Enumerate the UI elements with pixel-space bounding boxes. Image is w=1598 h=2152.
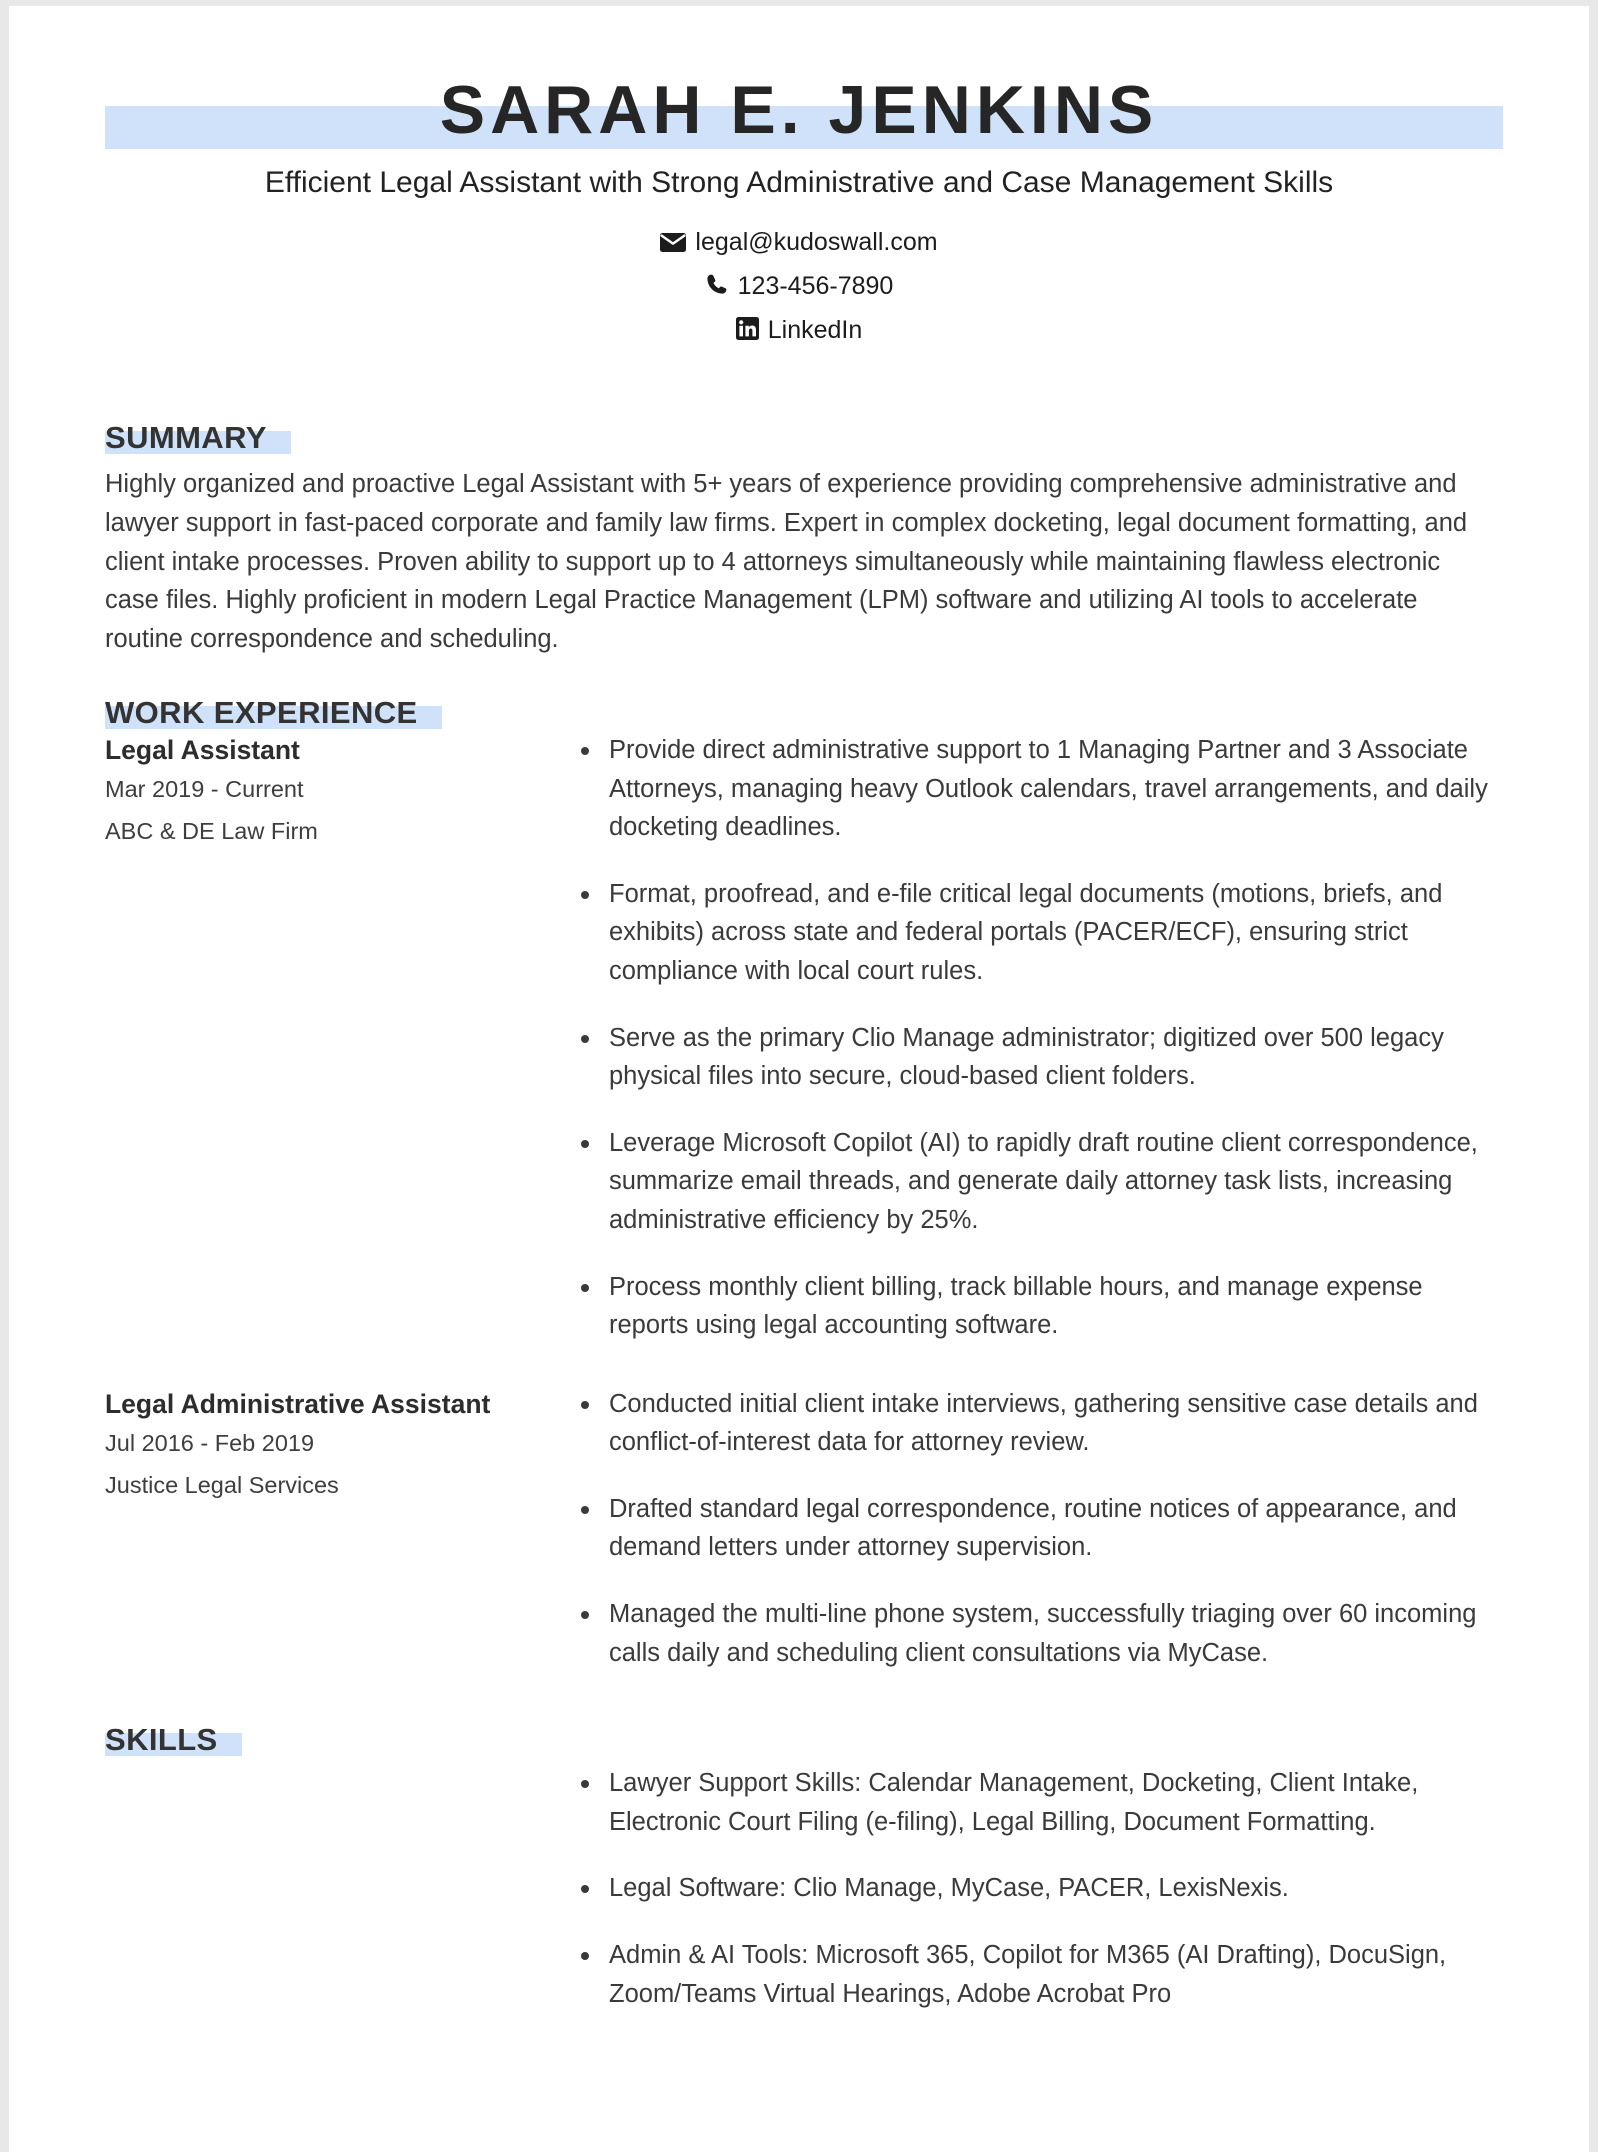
summary-heading-block <box>105 418 269 458</box>
contact-linkedin-text: LinkedIn <box>767 316 863 344</box>
resume-header <box>9 6 1589 352</box>
envelope-icon <box>660 233 686 252</box>
skills-bullet-list <box>575 1764 1493 2013</box>
skills-entry <box>105 1764 1493 2013</box>
job-dates: Jul 2016 - Feb 2019 <box>105 1429 315 1456</box>
candidate-tagline: Efficient Legal Assistant with Strong Administrative and Case Management Skills <box>264 166 1334 199</box>
phone-icon <box>705 272 729 296</box>
linkedin-icon <box>736 317 759 340</box>
summary-text: Highly organized and proactive Legal Assistant with 5+ years of experience providing comprehensive administrative and lawyer support in fast-paced corporate and family law firms. Expert in complex docketing, legal document formatting, and client intake processes. Proven ability to support up to 4 attorneys simultaneously while maintaining flawless electronic case files. Highly proficient in modern Legal Practice Management (LPM) software and utilizing AI tools to accelerate routine correspondence and scheduling. <box>105 470 1468 654</box>
job-bullet-list <box>575 731 1493 1345</box>
skills-heading: SKILLS <box>105 1722 218 1758</box>
job-bullet: Drafted standard legal correspondence, routine notices of appearance, and demand letters under attorney supervision. <box>575 1490 1493 1567</box>
job-bullet: Conducted initial client intake interviews, gathering sensitive case details and conflict-of-interest data for attorney review. <box>575 1385 1493 1462</box>
work-heading-block <box>105 693 420 733</box>
candidate-name: SARAH E. JENKINS <box>439 72 1159 148</box>
job-bullet: Managed the multi-line phone system, successfully triaging over 60 incoming calls daily and scheduling client consultations via MyCase. <box>575 1595 1493 1672</box>
work-experience-heading: WORK EXPERIENCE <box>105 694 418 730</box>
job-company: ABC & DE Law Firm <box>105 817 318 844</box>
resume-page <box>9 6 1589 2152</box>
job-bullet: Process monthly client billing, track billable hours, and manage expense reports using legal accounting software. <box>575 1268 1493 1345</box>
experience-meta <box>105 731 575 849</box>
job-bullet: Provide direct administrative support to 1 Managing Partner and 3 Associate Attorneys, managing heavy Outlook calendars, travel arrangements, and daily docketing deadlines. <box>575 731 1493 847</box>
section-work-experience <box>9 693 1589 1672</box>
experience-entry <box>105 731 1493 1345</box>
contact-phone[interactable] <box>9 264 1589 308</box>
skills-bullet: Lawyer Support Skills: Calendar Management, Docketing, Client Intake, Electronic Court Filing (e-filing), Legal Billing, Document Formatting. <box>575 1764 1493 1841</box>
job-company: Justice Legal Services <box>105 1471 339 1498</box>
job-bullet: Format, proofread, and e-file critical legal documents (motions, briefs, and exhibits) across state and federal portals (PACER/ECF), ensuring strict compliance with local court rules. <box>575 875 1493 991</box>
job-title: Legal Administrative Assistant <box>105 1388 491 1419</box>
skills-heading-block <box>105 1720 220 1760</box>
contact-email-text: legal@kudoswall.com <box>695 228 938 256</box>
contact-phone-text: 123-456-7890 <box>737 272 894 300</box>
experience-details <box>575 731 1493 1345</box>
skills-bullet: Admin & AI Tools: Microsoft 365, Copilot for M365 (AI Drafting), DocuSign, Zoom/Teams Virtual Hearings, Adobe Acrobat Pro <box>575 1936 1493 2013</box>
skills-details <box>575 1764 1493 2013</box>
contact-linkedin[interactable] <box>9 308 1589 352</box>
section-skills <box>9 1720 1589 2013</box>
section-summary <box>9 418 1589 659</box>
job-title: Legal Assistant <box>105 734 300 765</box>
experience-entry <box>105 1385 1493 1673</box>
contact-block <box>9 220 1589 352</box>
job-dates: Mar 2019 - Current <box>105 775 304 802</box>
experience-details <box>575 1385 1493 1673</box>
summary-heading: SUMMARY <box>105 420 267 455</box>
job-bullet: Serve as the primary Clio Manage administrator; digitized over 500 legacy physical files into secure, cloud-based client folders. <box>575 1019 1493 1096</box>
job-bullet: Leverage Microsoft Copilot (AI) to rapidly draft routine client correspondence, summarize email threads, and generate daily attorney task lists, increasing administrative efficiency by 25%. <box>575 1124 1493 1240</box>
name-block <box>9 68 1589 154</box>
skills-bullet: Legal Software: Clio Manage, MyCase, PACER, LexisNexis. <box>575 1869 1493 1908</box>
experience-meta <box>105 1385 575 1503</box>
contact-email[interactable] <box>9 220 1589 264</box>
job-bullet-list <box>575 1385 1493 1673</box>
